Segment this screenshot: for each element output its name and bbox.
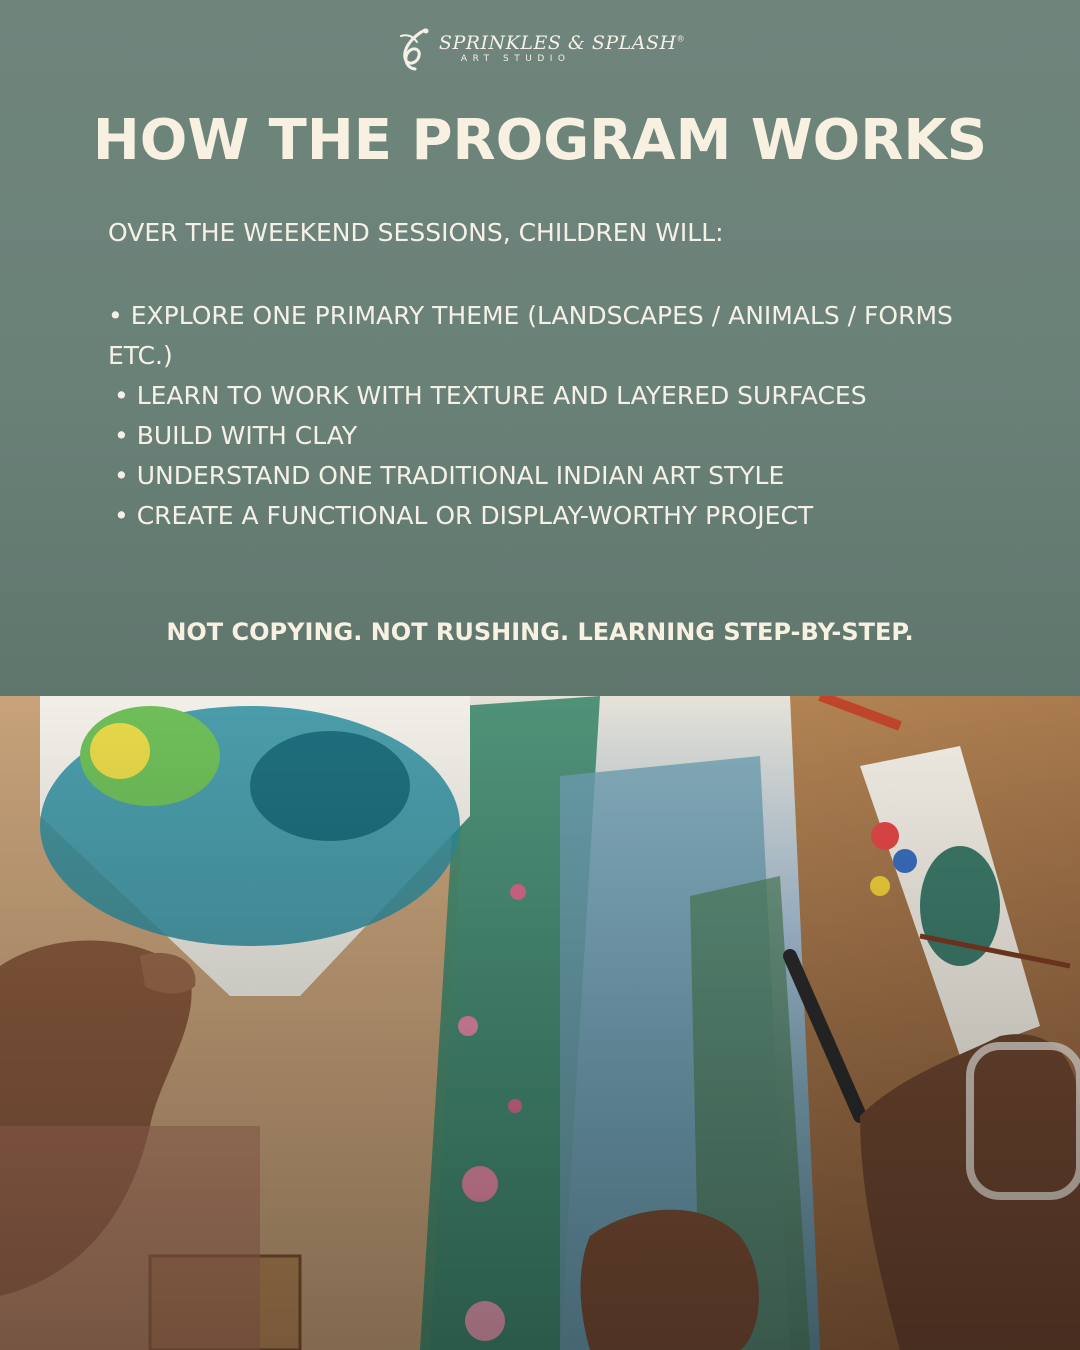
painting-illustration: [0, 696, 1080, 1350]
bullet-item: • EXPLORE ONE PRIMARY THEME (LANDSCAPES / ANIMALS / FORMS ETC.): [108, 301, 953, 370]
painting-photo: [0, 696, 1080, 1350]
bullet-item: • UNDERSTAND ONE TRADITIONAL INDIAN ART STYLE: [114, 461, 785, 490]
bullet-item: • BUILD WITH CLAY: [114, 421, 358, 450]
studio-logo: [0, 26, 1080, 76]
program-bullet-list: [108, 296, 988, 536]
brush-swirl-icon: [395, 26, 435, 72]
bullet-item: • LEARN TO WORK WITH TEXTURE AND LAYERED SURFACES: [114, 381, 867, 410]
tagline: NOT COPYING. NOT RUSHING. LEARNING STEP-BY-STEP.: [166, 618, 914, 646]
bullet-item: • CREATE A FUNCTIONAL OR DISPLAY-WORTHY PROJECT: [114, 501, 814, 530]
intro-text: OVER THE WEEKEND SESSIONS, CHILDREN WILL:: [108, 218, 724, 247]
page-title: HOW THE PROGRAM WORKS: [92, 108, 988, 173]
logo-name: SPRINKLES & SPLASH: [438, 32, 677, 54]
logo-subtitle: ART STUDIO: [460, 54, 571, 64]
registered-mark: ®: [676, 34, 686, 44]
